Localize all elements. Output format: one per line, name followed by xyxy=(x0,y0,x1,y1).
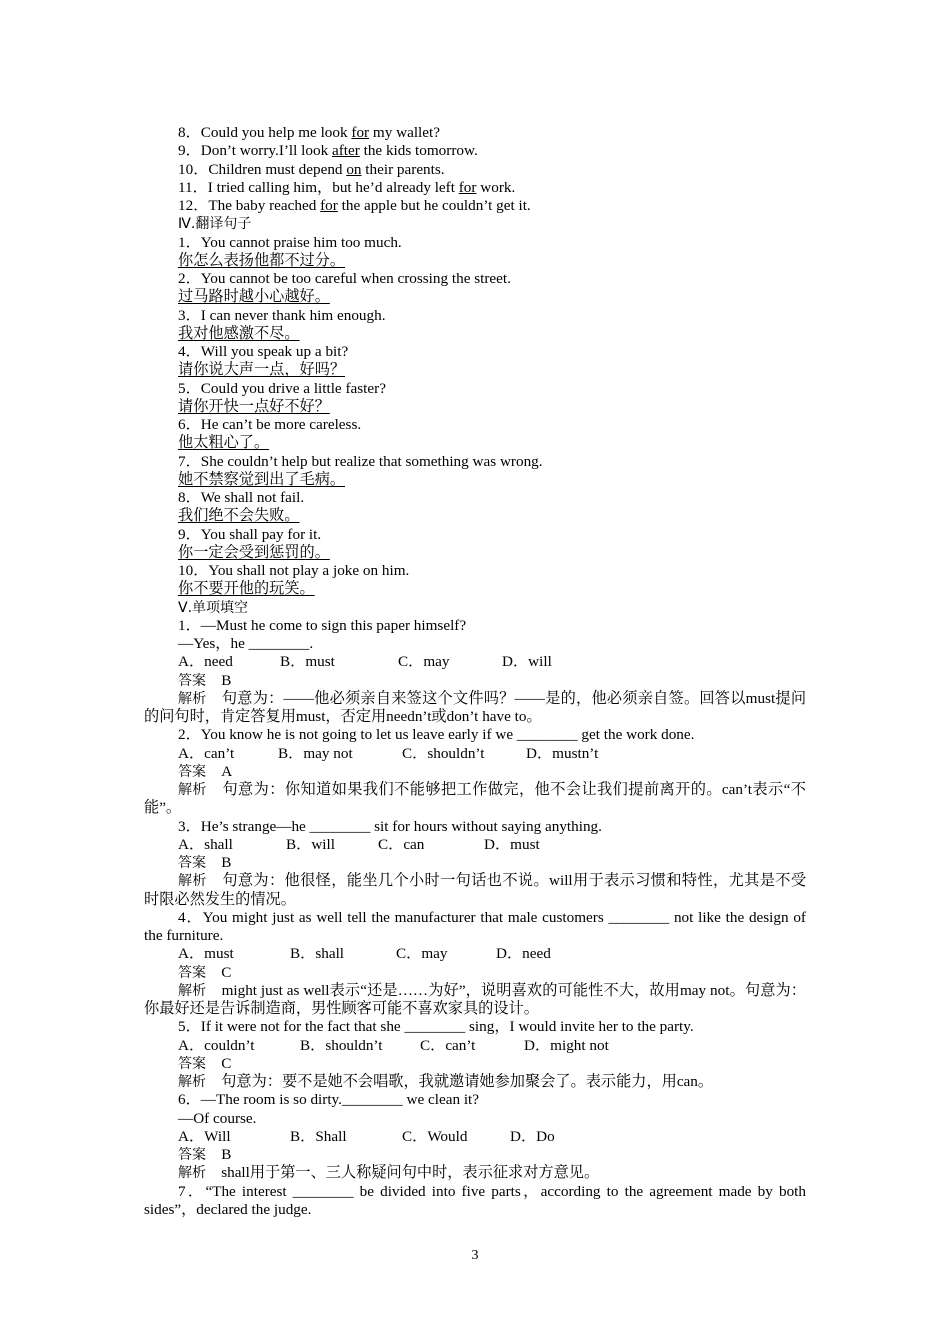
translation-line xyxy=(144,398,806,416)
option: B．must xyxy=(280,653,335,671)
translation-answer: 你不要开他的玩笑。 xyxy=(178,580,315,598)
question-stem: 6．—The room is so dirty.________ we clean it? xyxy=(178,1091,480,1109)
answer-line xyxy=(144,964,806,982)
option: D．might not xyxy=(524,1036,609,1054)
translation-line xyxy=(144,361,806,379)
option: B．shall xyxy=(290,945,345,963)
analysis-text: 句意为：——他必须亲自来签这个文件吗？——是的，他必须亲自签。回答以must提问的问句时，肯定答复用must，否定用needn’t或don’t have to。 xyxy=(144,689,807,725)
option: A．shall xyxy=(178,835,233,853)
question-stem: 1．—Must he come to sign this paper himself? xyxy=(178,616,467,634)
translation-answer: 我对他感激不尽。 xyxy=(178,324,300,342)
answer-value: B xyxy=(221,854,232,871)
exercise-line xyxy=(144,142,806,160)
question-stem: 3．He’s strange—he ________ sit for hours without saying anything. xyxy=(178,817,602,835)
underlined-answer: on xyxy=(346,160,362,178)
exercise-text: 12．The baby reached xyxy=(178,197,321,214)
sentence-english: 6．He can’t be more careless. xyxy=(178,416,362,433)
exercise-text: 8．Could you help me look xyxy=(178,124,352,141)
exercise-text: the apple but he couldn’t get it. xyxy=(337,197,531,214)
exercise-text: 11．I tried calling him，but he’d already left xyxy=(178,178,459,196)
answer-line xyxy=(144,763,806,781)
translation-line xyxy=(144,288,806,306)
option: D．need xyxy=(496,945,551,963)
sentence-english: 9．You shall pay for it. xyxy=(178,525,322,543)
question-stem: 5．If it were not for the fact that she ________ sing，I would invite her to the party. xyxy=(178,1018,694,1036)
underlined-answer: for xyxy=(320,197,338,214)
answer-line xyxy=(144,1055,806,1073)
exercise-text: my wallet? xyxy=(369,124,440,141)
answer-label: 答案 xyxy=(178,855,206,871)
page-number: 3 xyxy=(471,1248,479,1263)
option: D．mustn’t xyxy=(526,744,599,762)
answer-label: 答案 xyxy=(178,964,206,981)
analysis-line xyxy=(144,690,806,727)
option: B．shouldn’t xyxy=(300,1036,383,1054)
underlined-answer: for xyxy=(351,124,370,141)
translation-answer: 请你开快一点好不好？ xyxy=(178,397,330,415)
options-row xyxy=(144,836,806,854)
option: D．Do xyxy=(510,1127,555,1145)
answer-line xyxy=(144,854,806,872)
sentence-english: 3．I can never thank him enough. xyxy=(178,306,386,324)
translation-line xyxy=(144,252,806,270)
option: A．couldn’t xyxy=(178,1036,255,1054)
exercise-line xyxy=(144,124,806,142)
option: A．must xyxy=(178,945,234,963)
option: C．may xyxy=(396,945,448,963)
answer-value: A xyxy=(221,762,233,780)
option: B．Shall xyxy=(290,1127,347,1145)
answer-value: B xyxy=(221,671,232,689)
option: B．may not xyxy=(278,744,353,762)
options-row xyxy=(144,1128,806,1146)
answer-label: 答案 xyxy=(178,763,206,780)
exercise-text: work. xyxy=(476,178,516,196)
sentence-english: 4．Will you speak up a bit? xyxy=(178,343,349,360)
option: C．Would xyxy=(402,1127,468,1145)
options-row xyxy=(144,653,806,671)
section-heading: Ⅴ.单项填空 xyxy=(178,599,249,616)
underlined-answer: for xyxy=(458,178,477,196)
answer-line xyxy=(144,672,806,690)
analysis-label: 解析 xyxy=(178,690,207,707)
translation-answer: 她不禁察觉到出了毛病。 xyxy=(178,470,346,488)
translation-line xyxy=(144,544,806,562)
sentence-english: 7．She couldn’t help but realize that something was wrong. xyxy=(178,452,543,470)
section-heading: Ⅳ.翻译句子 xyxy=(178,216,252,233)
option: B．will xyxy=(286,835,335,853)
translation-line xyxy=(144,325,806,343)
option: C．can’t xyxy=(420,1036,476,1054)
analysis-text: 句意为：要不是她不会唱歌，我就邀请她参加聚会了。表示能力，用can。 xyxy=(221,1073,714,1090)
option: D．must xyxy=(484,835,540,853)
sentence-english: 10．You shall not play a joke on him. xyxy=(178,562,410,579)
analysis-text: shall用于第一、三人称疑问句中时，表示征求对方意见。 xyxy=(221,1164,600,1182)
option: C．can xyxy=(378,835,425,853)
option: C．may xyxy=(398,653,450,671)
answer-label: 答案 xyxy=(178,672,206,689)
exercise-text: 10．Children must depend xyxy=(178,160,347,178)
translation-answer: 请你说大声一点，好吗？ xyxy=(178,361,346,379)
sentence-english: 1．You cannot praise him too much. xyxy=(178,233,402,251)
translation-answer: 过马路时越小心越好。 xyxy=(178,288,330,306)
answer-value: C xyxy=(221,1054,232,1072)
document-body xyxy=(144,124,806,1219)
option: A．Will xyxy=(178,1127,231,1145)
option: C．shouldn’t xyxy=(402,744,485,762)
translation-line xyxy=(144,580,806,598)
answer-label: 答案 xyxy=(178,1147,206,1163)
exercise-line xyxy=(144,179,806,197)
exercise-text: 9．Don’t worry.I’ll look xyxy=(178,142,332,160)
analysis-label: 解析 xyxy=(178,1074,206,1090)
answer-line xyxy=(144,1146,806,1164)
option: D．will xyxy=(502,653,552,671)
translation-line xyxy=(144,507,806,525)
answer-value: B xyxy=(221,1146,232,1163)
translation-answer: 你怎么表扬他都不过分。 xyxy=(178,251,346,269)
analysis-line xyxy=(144,982,806,1019)
analysis-line xyxy=(144,872,806,909)
sentence-english: 5．Could you drive a little faster? xyxy=(178,379,386,397)
options-row xyxy=(144,1037,806,1055)
question-reply: —Of course. xyxy=(178,1109,257,1127)
underlined-answer: after xyxy=(331,142,360,160)
analysis-line xyxy=(144,781,806,818)
question-reply: —Yes，he ________. xyxy=(178,635,314,652)
translation-line xyxy=(144,434,806,452)
options-row xyxy=(144,945,806,963)
analysis-label: 解析 xyxy=(178,782,207,798)
question-stem: 7．“The interest ________ be divided into five parts，according to the agreement made by both sides”，declared the judge. xyxy=(144,1182,806,1218)
analysis-text: might just as well表示“还是……为好”，说明喜欢的可能性不大，故用may not。句意为：你最好还是告诉制造商，男性顾客可能不喜欢家具的设计。 xyxy=(144,981,806,1017)
option: A．can’t xyxy=(178,744,235,762)
analysis-text: 句意为：你知道如果我们不能够把工作做完，他不会让我们提前离开的。can’t表示“不能”。 xyxy=(144,781,806,817)
question-stem: 4．You might just as well tell the manufacturer that male customers ________ not like the design of the furniture. xyxy=(144,908,806,944)
answer-value: C xyxy=(221,963,232,981)
exercise-line xyxy=(144,161,806,179)
analysis-label: 解析 xyxy=(178,1165,206,1182)
exercise-text: their parents. xyxy=(361,160,445,178)
exercise-text: the kids tomorrow. xyxy=(359,142,478,160)
analysis-line xyxy=(144,1164,806,1182)
translation-answer: 我们绝不会失败。 xyxy=(178,507,300,525)
options-row xyxy=(144,745,806,763)
analysis-line xyxy=(144,1073,806,1091)
option: A．need xyxy=(178,653,233,671)
analysis-label: 解析 xyxy=(178,982,207,999)
answer-label: 答案 xyxy=(178,1055,206,1072)
sentence-english: 8．We shall not fail. xyxy=(178,489,305,506)
analysis-text: 句意为：他很怪，能坐几个小时一句话也不说。will用于表示习惯和特性，尤其是不受时限必然发生的情况。 xyxy=(144,872,807,908)
sentence-english: 2．You cannot be too careful when crossing the street. xyxy=(178,270,511,287)
question-stem: 2．You know he is not going to let us leave early if we ________ get the work done. xyxy=(178,726,695,744)
translation-line xyxy=(144,471,806,489)
exercise-line xyxy=(144,197,806,215)
translation-answer: 他太粗心了。 xyxy=(178,434,270,452)
translation-answer: 你一定会受到惩罚的。 xyxy=(178,543,330,561)
analysis-label: 解析 xyxy=(178,873,207,890)
